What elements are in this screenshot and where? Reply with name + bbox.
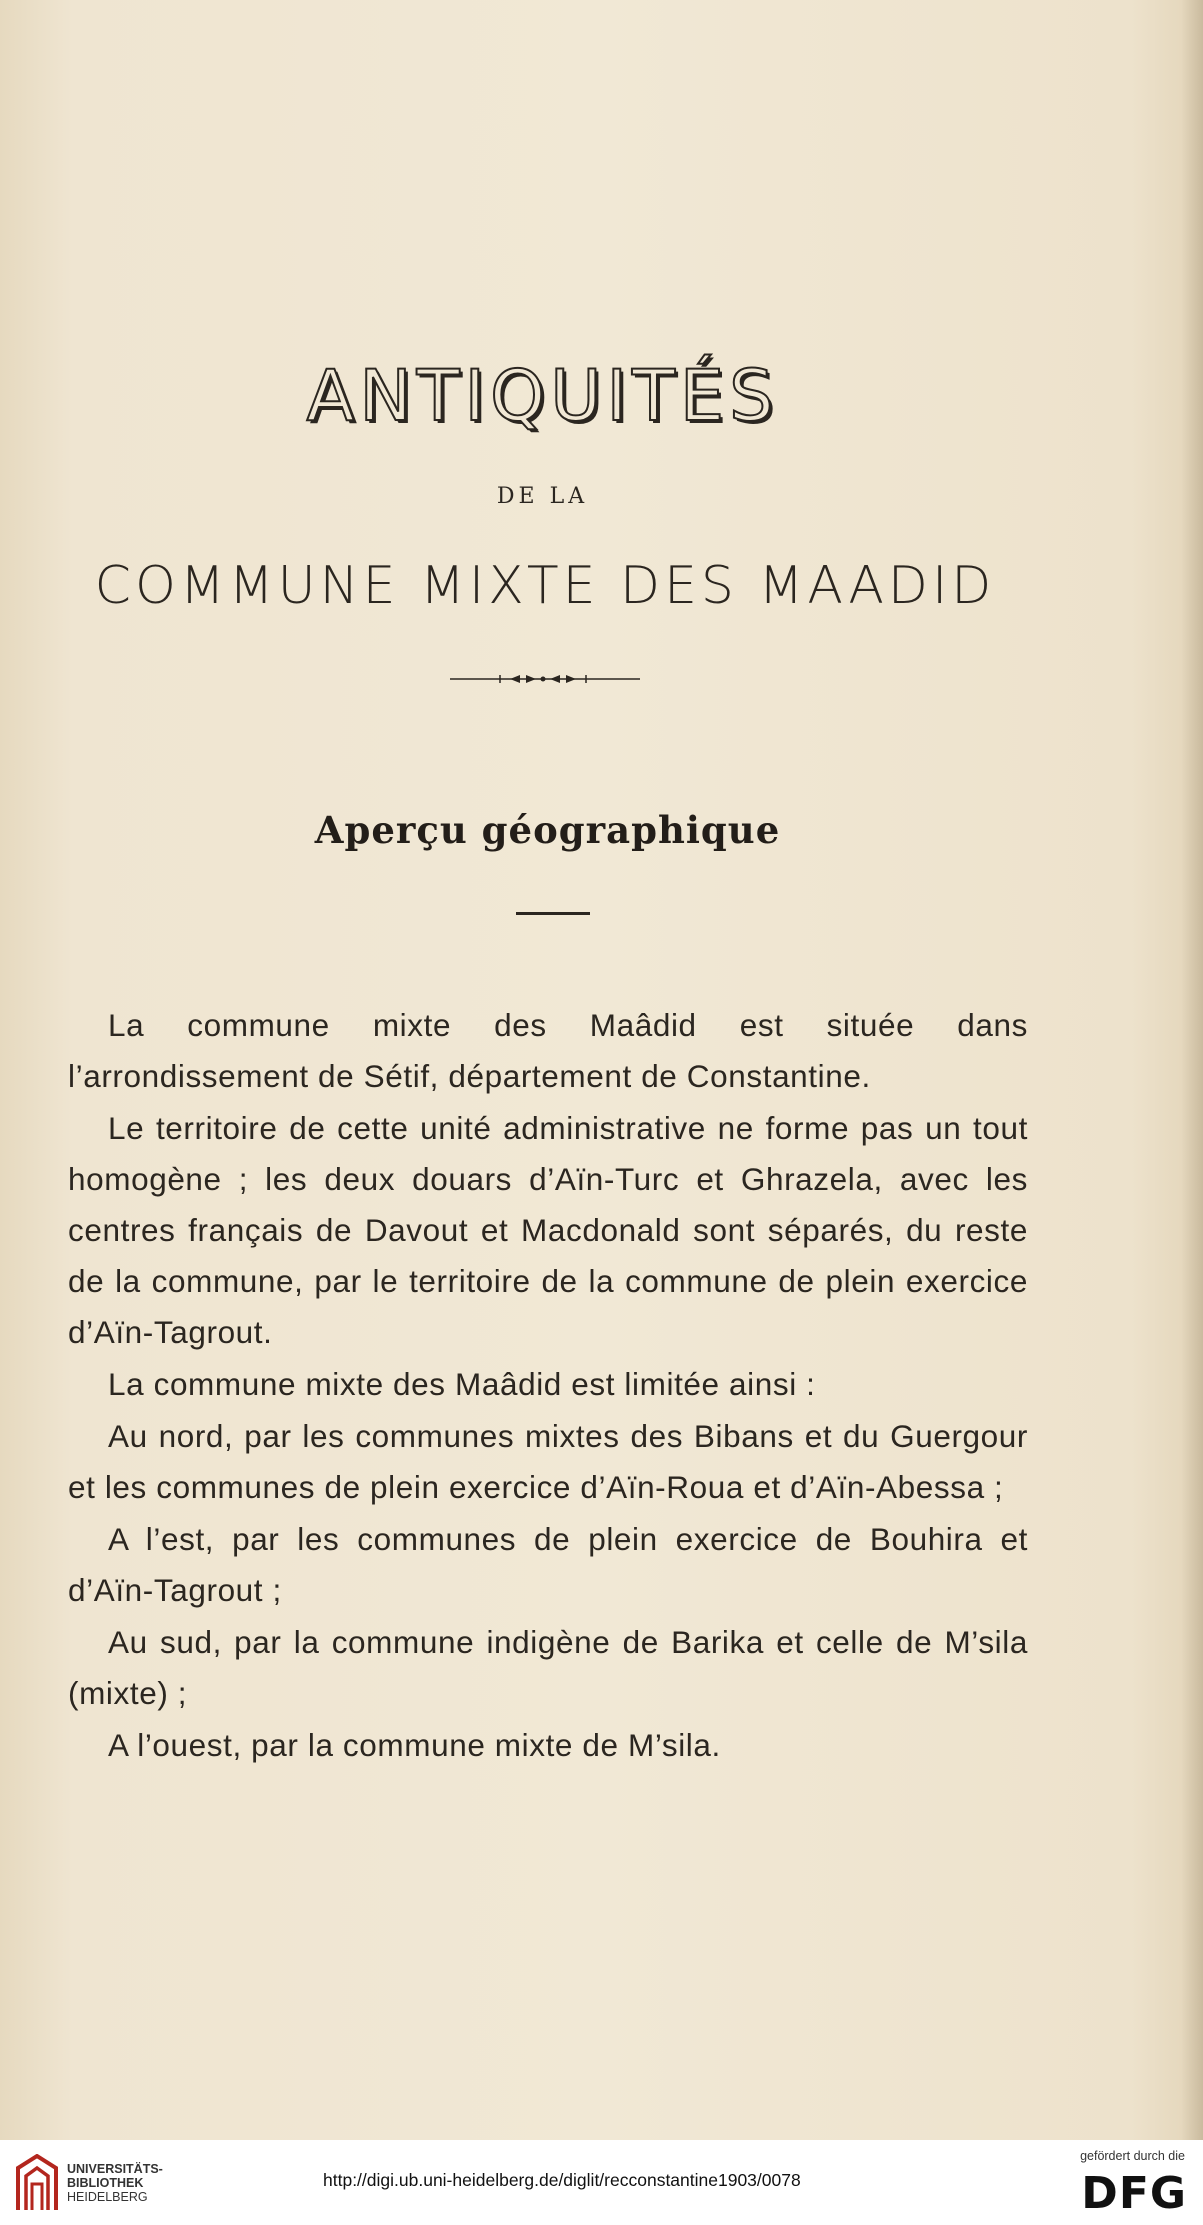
title-connector: DE LA	[496, 484, 589, 509]
paragraph: Au nord, par les communes mixtes des Bibans et du Guergour et les communes de plein exercice d’Aïn-Roua et d’Aïn-Abessa ;	[68, 1418, 1028, 1505]
paragraph: La commune mixte des Maâdid est située dans l’arrondissement de Sétif, département de Constantine.	[68, 1007, 1028, 1094]
library-line: HEIDELBERG	[67, 2190, 148, 2204]
library-line: BIBLIOTHEK	[67, 2176, 144, 2190]
ornamental-divider-icon	[450, 672, 640, 686]
heading-rule	[516, 912, 590, 915]
paragraph: La commune mixte des Maâdid est limitée ainsi :	[108, 1366, 816, 1402]
funded-by-label: gefördert durch die	[1080, 2149, 1185, 2163]
paragraph: Le territoire de cette unité administrative ne forme pas un tout homogène ; les deux douars d’Aïn-Turc et Ghrazela, avec les centres français de Davout et Macdonald sont séparés, du reste de la commune, par le territoire de la commune de plein exercice d’Aïn-Tagrout.	[68, 1110, 1028, 1350]
section-heading: Aperçu géographique	[314, 808, 781, 852]
library-name	[67, 2162, 163, 2204]
paragraph: A l’est, par les communes de plein exercice de Bouhira et d’Aïn-Tagrout ;	[68, 1521, 1028, 1608]
dfg-logo: DFG	[1081, 2168, 1187, 2219]
paragraph: Au sud, par la commune indigène de Barika et celle de M’sila (mixte) ;	[68, 1624, 1028, 1711]
permalink-url[interactable]: http://digi.ub.uni-heidelberg.de/diglit/recconstantine1903/0078	[323, 2170, 801, 2190]
heidelberg-library-logo-icon	[14, 2154, 60, 2212]
paragraph: A l’ouest, par la commune mixte de M’sila.	[108, 1727, 721, 1763]
body-text	[68, 1000, 1028, 1771]
page-edge-shadow	[1181, 0, 1203, 2140]
library-line: UNIVERSITÄTS-	[67, 2162, 163, 2176]
document-subtitle: COMMUNE MIXTE DES MAADID	[94, 556, 996, 616]
document-title: ANTIQUITÉS	[306, 355, 779, 437]
viewer-footer	[0, 2140, 1203, 2225]
